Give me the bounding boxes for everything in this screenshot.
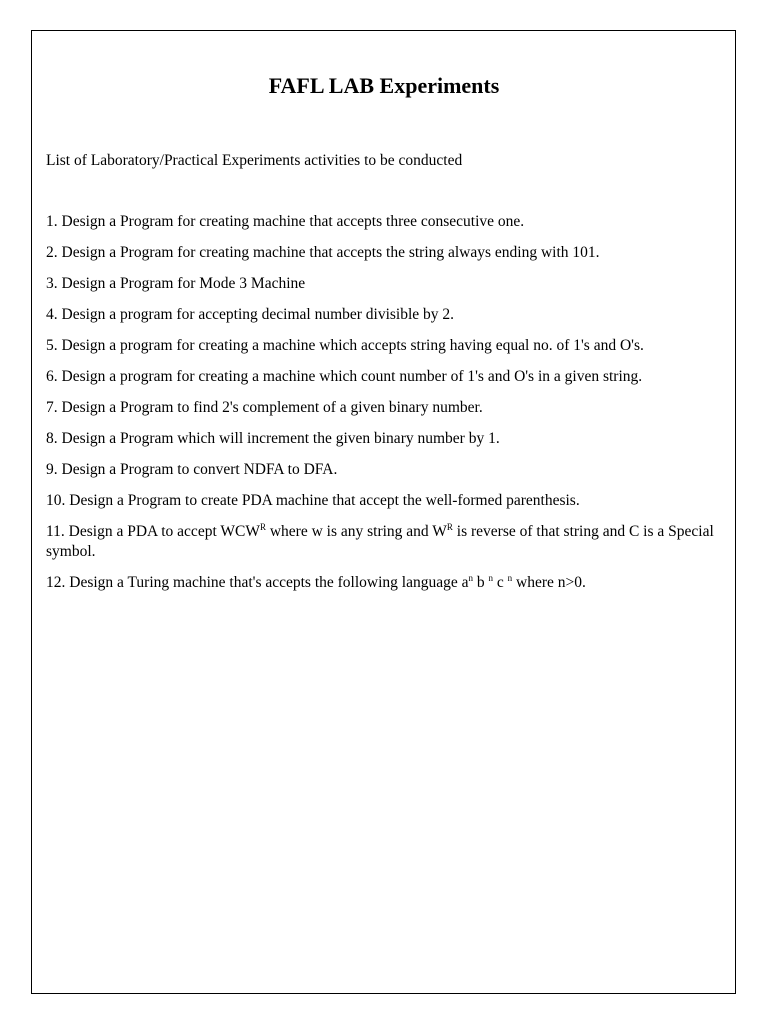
list-item: 7. Design a Program to find 2's complement of a given binary number.: [46, 399, 483, 416]
superscript: n: [488, 572, 493, 583]
item-text: 11. Design a PDA to accept WCW: [46, 523, 260, 540]
superscript: R: [259, 521, 266, 532]
experiment-list: [46, 212, 722, 604]
list-item: 9. Design a Program to convert NDFA to DFA.: [46, 461, 338, 478]
intro-text: List of Laboratory/Practical Experiments activities to be conducted: [46, 152, 463, 169]
list-item: [46, 573, 722, 593]
item-text: 12. Design a Turing machine that's accepts the following language a: [46, 574, 469, 591]
superscript: R: [446, 521, 453, 532]
list-item: [46, 522, 722, 562]
superscript: n: [468, 572, 473, 583]
list-item: 2. Design a Program for creating machine that accepts the string always ending with 101.: [46, 244, 600, 261]
item-text: where w is any string and W: [265, 523, 447, 540]
item-text: c: [493, 574, 508, 591]
list-item: 8. Design a Program which will increment the given binary number by 1.: [46, 430, 500, 447]
list-item: 4. Design a program for accepting decimal number divisible by 2.: [46, 306, 455, 323]
item-text: b: [473, 574, 489, 591]
superscript: n: [507, 572, 513, 583]
list-item: 10. Design a Program to create PDA machine that accept the well-formed parenthesis.: [46, 492, 580, 509]
list-item: 1. Design a Program for creating machine that accepts three consecutive one.: [46, 213, 525, 230]
page-title: FAFL LAB Experiments: [268, 73, 500, 98]
item-text: where n>0.: [512, 574, 586, 591]
list-item: 3. Design a Program for Mode 3 Machine: [46, 275, 306, 292]
item-text: is reverse of that string and C is a Special symbol.: [46, 523, 714, 560]
list-item: 5. Design a program for creating a machine which accepts string having equal no. of 1's and O's.: [46, 337, 644, 354]
list-item: 6. Design a program for creating a machine which count number of 1's and O's in a given string.: [46, 368, 643, 385]
